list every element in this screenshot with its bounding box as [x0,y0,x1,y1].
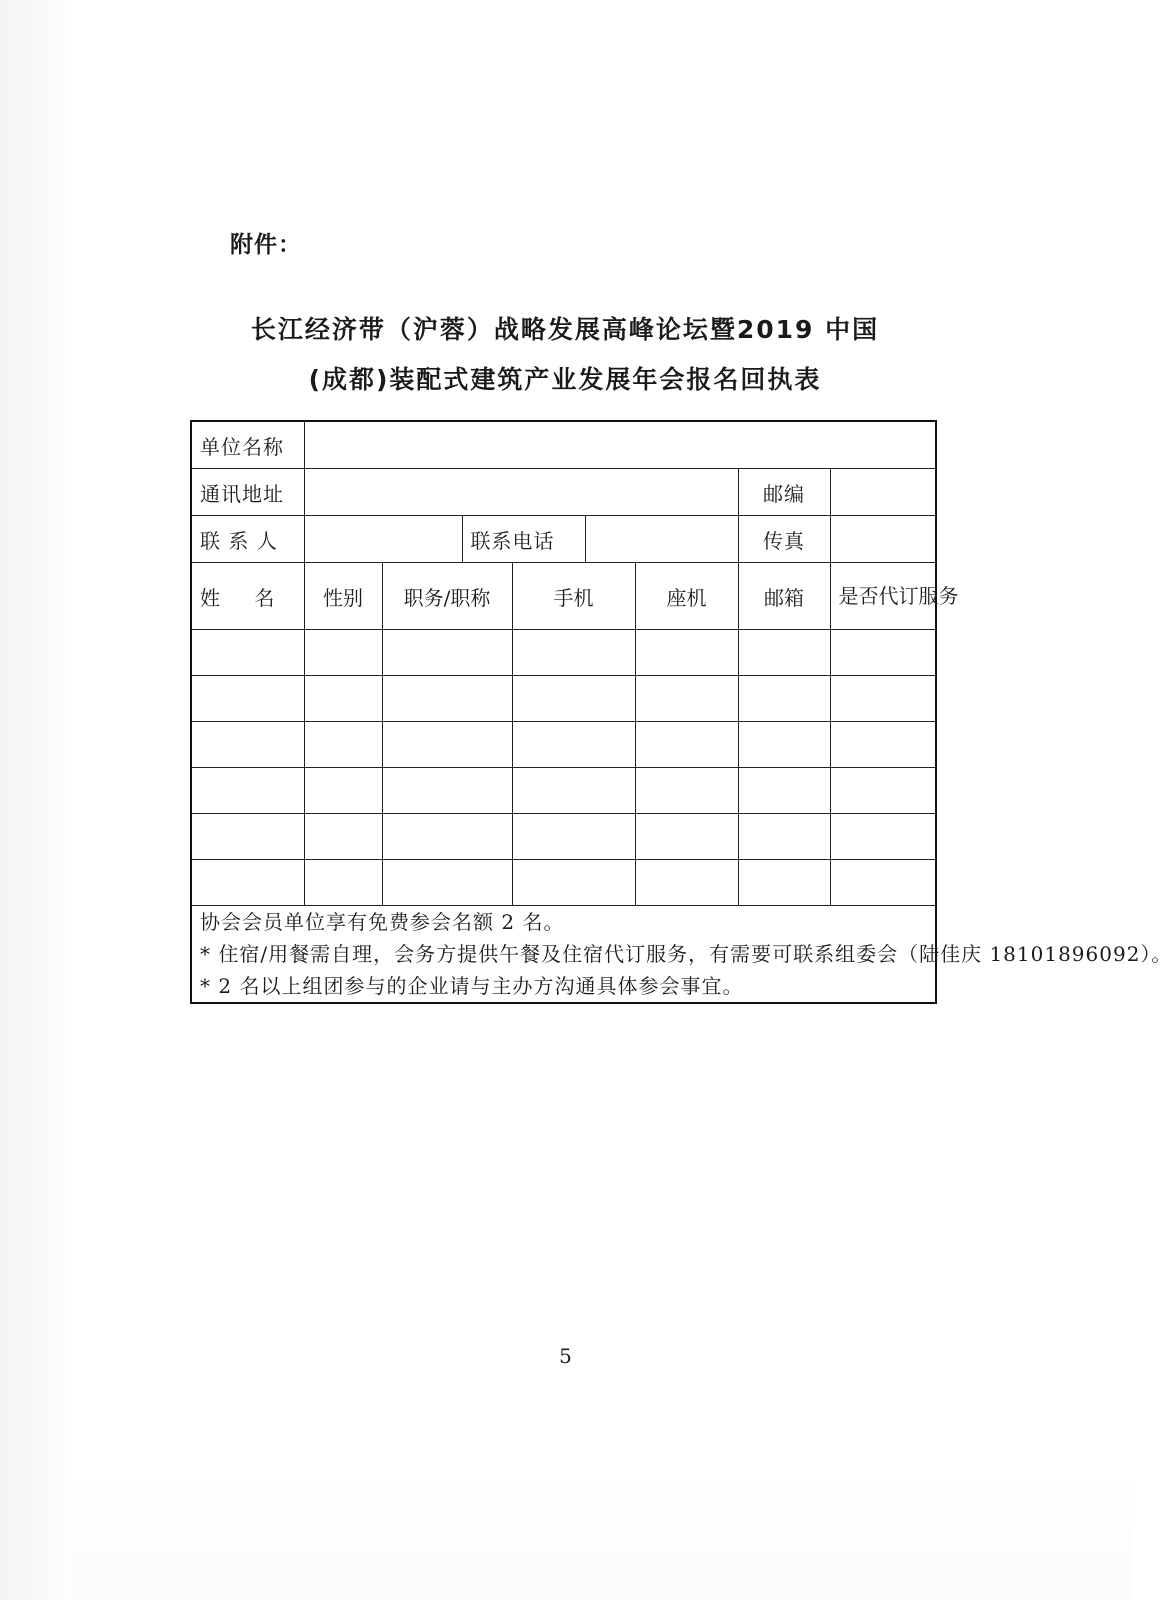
attachment-label: 附件： [230,232,302,258]
attendee-mobile-cell[interactable] [512,768,635,814]
attendee-row [191,814,936,860]
attendee-mobile-cell[interactable] [512,722,635,768]
attendee-row [191,768,936,814]
form-title-line-2: (成都)装配式建筑产业发展年会报名回执表 [308,365,822,394]
header-name: 姓 名 [191,563,304,630]
unit-name-field[interactable] [304,421,936,469]
attendee-gender-cell[interactable] [304,814,382,860]
attendee-booking-cell[interactable] [830,630,936,676]
attendee-booking-cell[interactable] [830,814,936,860]
attendee-gender-cell[interactable] [304,630,382,676]
fax-field[interactable] [830,516,936,563]
attendee-booking-cell[interactable] [830,676,936,722]
attendee-landline-cell[interactable] [635,630,738,676]
attendee-position-cell[interactable] [382,676,512,722]
attendee-name-cell[interactable] [191,630,304,676]
header-position: 职务/职称 [382,563,512,630]
note-group-registration: * 2 名以上组团参与的企业请与主办方沟通具体参会事宜。 [200,974,744,998]
attendee-email-cell[interactable] [738,676,830,722]
contact-row [191,516,936,563]
attendee-email-cell[interactable] [738,860,830,906]
note-member-quota: 协会会员单位享有免费参会名额 2 名。 [200,910,565,934]
header-mobile: 手机 [512,563,635,630]
note-accommodation: * 住宿/用餐需自理，会务方提供午餐及住宿代订服务，有需要可联系组委会（陆佳庆 18101896092）。 [200,942,1172,966]
attendee-row [191,676,936,722]
attendee-gender-cell[interactable] [304,860,382,906]
contact-person-field[interactable] [304,516,462,563]
attendee-gender-cell[interactable] [304,768,382,814]
attendee-landline-cell[interactable] [635,676,738,722]
attendee-email-cell[interactable] [738,722,830,768]
page-number: 5 [559,1344,572,1368]
attendee-gender-cell[interactable] [304,676,382,722]
attendee-position-cell[interactable] [382,860,512,906]
postcode-label: 邮编 [738,469,830,516]
attendee-row [191,630,936,676]
attendee-position-cell[interactable] [382,814,512,860]
attendee-position-cell[interactable] [382,768,512,814]
attendee-booking-cell[interactable] [830,768,936,814]
unit-name-label: 单位名称 [191,421,304,469]
contact-person-label: 联 系 人 [191,516,304,563]
attendee-position-cell[interactable] [382,722,512,768]
attendee-booking-cell[interactable] [830,860,936,906]
attendee-name-cell[interactable] [191,768,304,814]
contact-phone-label: 联系电话 [462,516,585,563]
attendee-name-cell[interactable] [191,722,304,768]
attendee-landline-cell[interactable] [635,768,738,814]
contact-phone-field[interactable] [585,516,738,563]
scan-shadow-bottom [72,1472,1131,1600]
attendee-email-cell[interactable] [738,768,830,814]
fax-label: 传真 [738,516,830,563]
attendee-name-cell[interactable] [191,860,304,906]
attendee-mobile-cell[interactable] [512,676,635,722]
postcode-field[interactable] [830,469,936,516]
attendee-gender-cell[interactable] [304,722,382,768]
form-title-line-1: 长江经济带（沪蓉）战略发展高峰论坛暨2019 中国 [250,315,880,344]
header-email: 邮箱 [738,563,830,630]
notes-row [191,906,936,1004]
attendee-email-cell[interactable] [738,814,830,860]
attendee-row [191,722,936,768]
attendee-email-cell[interactable] [738,630,830,676]
attendee-row [191,860,936,906]
attendee-name-cell[interactable] [191,676,304,722]
attendee-booking-cell[interactable] [830,722,936,768]
attendee-name-cell[interactable] [191,814,304,860]
attendee-mobile-cell[interactable] [512,860,635,906]
notes-cell [191,906,1172,1004]
attendee-mobile-cell[interactable] [512,814,635,860]
header-booking-service: 是否代订服务 [830,563,936,630]
attendee-position-cell[interactable] [382,630,512,676]
address-field[interactable] [304,469,738,516]
attendee-landline-cell[interactable] [635,722,738,768]
address-label: 通讯地址 [191,469,304,516]
attendee-landline-cell[interactable] [635,814,738,860]
header-gender: 性别 [304,563,382,630]
unit-name-row [191,421,936,469]
attendee-landline-cell[interactable] [635,860,738,906]
attendee-mobile-cell[interactable] [512,630,635,676]
registration-form-table [190,420,1172,1004]
address-row [191,469,936,516]
attendee-header-row [191,563,936,630]
header-landline: 座机 [635,563,738,630]
